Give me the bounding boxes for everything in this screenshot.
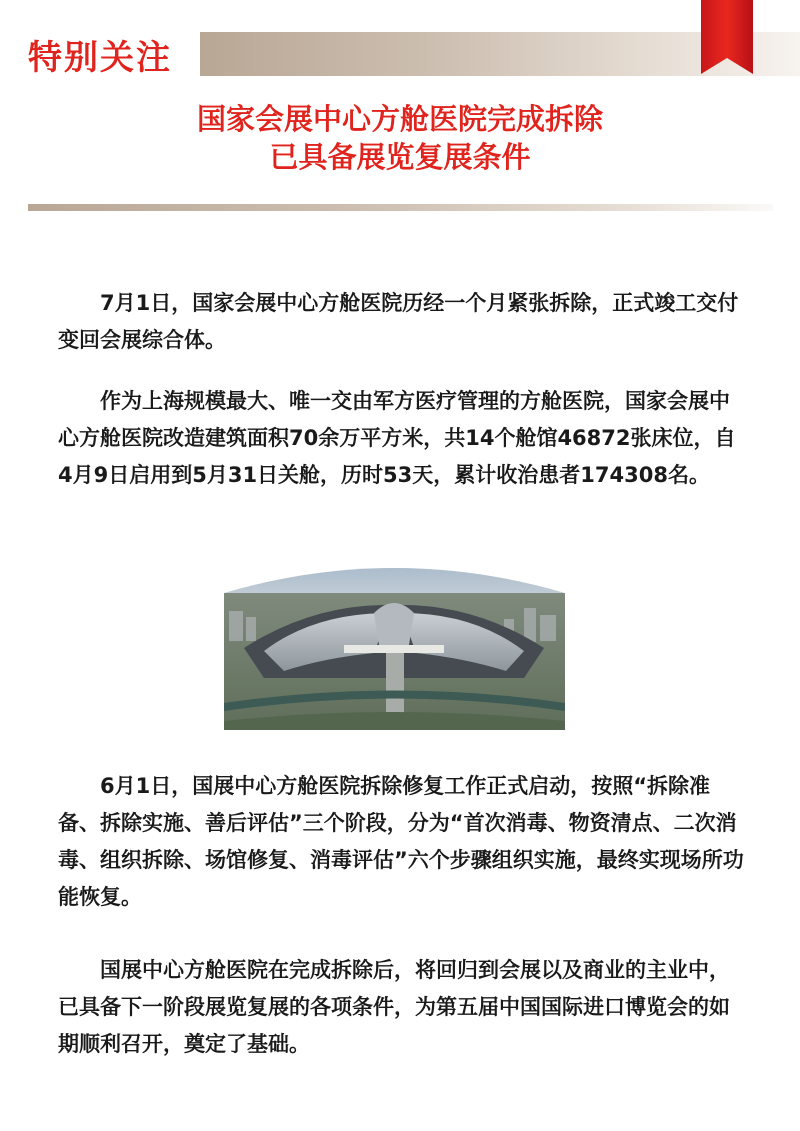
article-title: [0, 100, 800, 176]
paragraph-4: 国展中心方舱医院在完成拆除后，将回归到会展以及商业的主业中，已具备下一阶段展览复展的各项条件，为第五届中国国际进口博览会的如期顺利召开，奠定了基础。: [58, 958, 730, 1056]
exhibition-center-aerial-photo: [224, 553, 565, 730]
bookmark-ribbon-icon: [701, 0, 753, 74]
section-label: 特别关注: [28, 38, 172, 78]
paragraph-1: 7月1日，国家会展中心方舱医院历经一个月紧张拆除，正式竣工交付变回会展综合体。: [58, 291, 739, 352]
paragraph-2: 作为上海规模最大、唯一交由军方医疗管理的方舱医院，国家会展中心方舱医院改造建筑面积70余万平方米，共14个舱馆46872张床位，自4月9日启用到5月31日关舱，历时53天，累计收治患者174308名。: [58, 389, 736, 487]
paragraph-3: 6月1日，国展中心方舱医院拆除修复工作正式启动，按照“拆除准备、拆除实施、善后评估”三个阶段，分为“首次消毒、物资清点、二次消毒、组织拆除、场馆修复、消毒评估”六个步骤组织实施，最终实现场所功能恢复。: [58, 774, 744, 909]
title-divider: [28, 204, 773, 211]
title-line-2: 已具备展览复展条件: [269, 140, 531, 174]
title-line-1: 国家会展中心方舱医院完成拆除: [196, 102, 603, 136]
